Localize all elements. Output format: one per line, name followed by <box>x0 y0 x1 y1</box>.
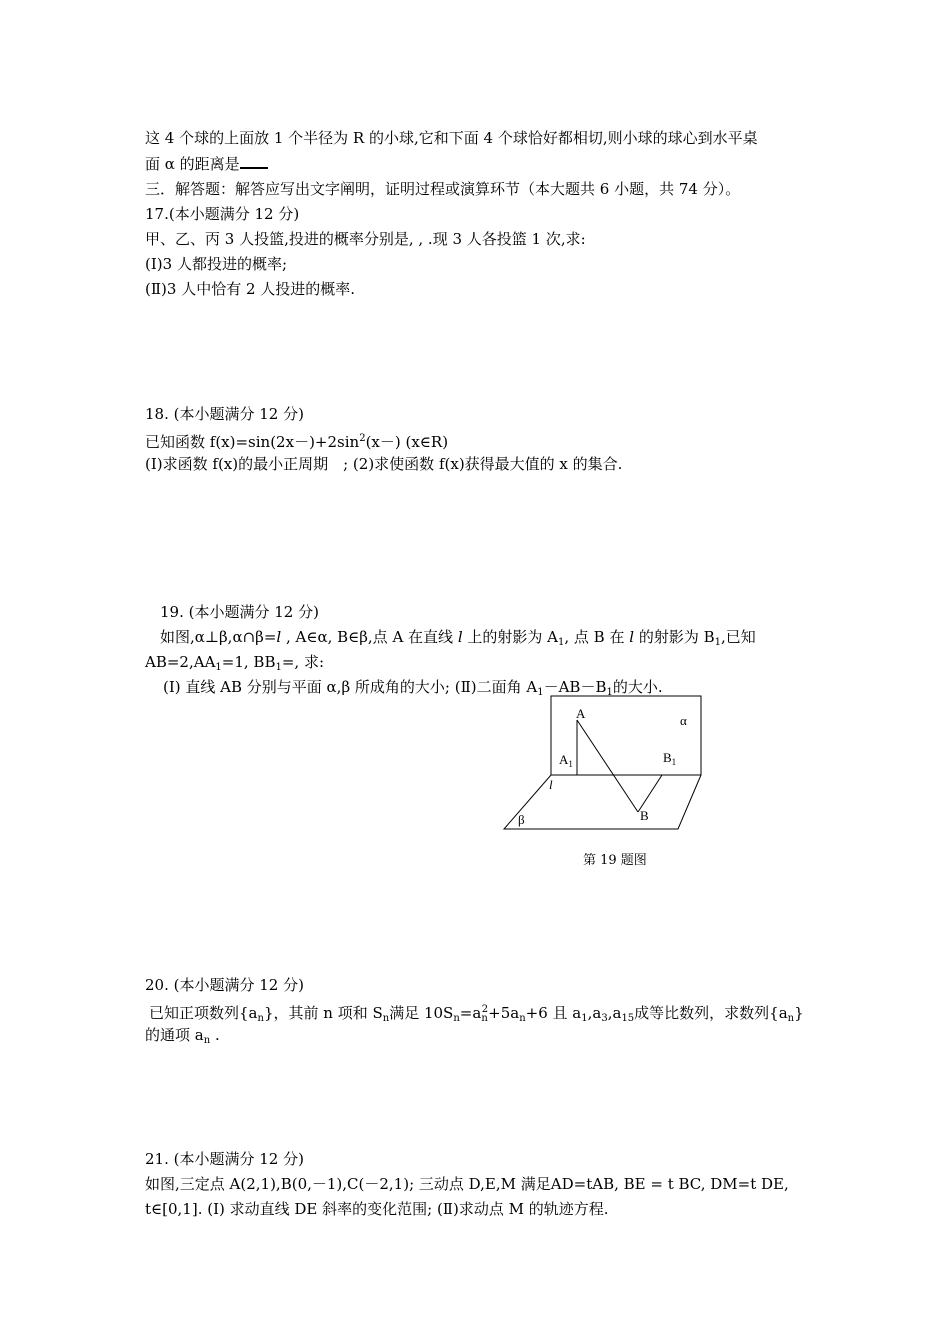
q19-l3-a: (Ⅰ) 直线 AB 分别与平面 α,β 所成角的大小; (Ⅱ)二面角 A <box>163 678 538 696</box>
q19-figure <box>500 692 710 842</box>
q19-line-2 <box>145 652 324 678</box>
answer-blank <box>240 153 268 169</box>
q19-l2-sub-b: 1 <box>275 662 282 673</box>
label-a1: $A_1$ <box>559 752 573 769</box>
q19-l3-b: －AB－B <box>543 678 607 696</box>
q19-l1-l3: l <box>629 628 635 646</box>
q20-l1-a: 已知正项数列{a <box>149 1004 258 1022</box>
q17-part-2: (Ⅱ)3 人中恰有 2 人投进的概率. <box>145 280 356 298</box>
q18-body-a: 已知函数 f(x)=sin(2x－)+2sin <box>145 433 360 451</box>
q17-part-1: (Ⅰ)3 人都投进的概率; <box>145 255 287 273</box>
q19-l1-d: , 点 B 在 <box>564 628 630 646</box>
q20-sub-6: 1 <box>581 1013 588 1024</box>
segment-a-b <box>577 720 638 812</box>
q20-sub-10: n <box>203 1035 211 1046</box>
q20-line-2 <box>145 1025 220 1051</box>
q20-sub-4: n <box>481 1013 488 1024</box>
q18-parts: (Ⅰ)求函数 f(x)的最小正周期 ; (2)求使函数 f(x)获得最大值的 x 的集合. <box>145 455 623 473</box>
q19-figure-caption: 第 19 题图 <box>583 853 647 868</box>
label-beta: β <box>518 812 525 827</box>
q17-body: 甲、乙、丙 3 人投篮,投进的概率分别是, , .现 3 人各投篮 1 次,求: <box>145 230 586 248</box>
q18-body <box>145 429 448 452</box>
q21-heading: 21. (本小题满分 12 分) <box>145 1150 304 1168</box>
plane-alpha <box>551 696 701 775</box>
q20-sub-2: n <box>382 1013 390 1024</box>
label-b1: $B_1$ <box>663 750 677 767</box>
q20-line-1 <box>149 1000 804 1029</box>
q20-heading: 20. (本小题满分 12 分) <box>145 976 304 994</box>
q20-sub-3: n <box>453 1013 460 1024</box>
q21-line-1: 如图,三定点 A(2,1),B(0,－1),C(－2,1); 三动点 D,E,M 满足AD=tAB, BE = t BC, DM=t DE, <box>145 1175 789 1193</box>
q18-heading: 18. (本小题满分 12 分) <box>145 405 304 423</box>
segment-b-b1 <box>638 775 662 812</box>
q19-l1-sub-a: 1 <box>558 637 565 648</box>
q20-l1-f: +6 且 a <box>525 1004 582 1022</box>
q20-l1-h: 成等比数列，求数列{a <box>634 1004 788 1022</box>
q20-l2-a: 的通项 a <box>145 1026 204 1044</box>
q19-l3-sub-b: 1 <box>606 687 613 698</box>
q19-l1-l: l <box>276 628 282 646</box>
q20-sub-1: n <box>257 1013 264 1024</box>
plane-beta <box>504 775 701 829</box>
label-alpha: α <box>680 713 687 728</box>
section-3-heading: 三．解答题：解答应写出文字阐明，证明过程或演算环节（本大题共 6 小题，共 74 分）。 <box>145 180 741 198</box>
q20-l2-b: . <box>210 1026 220 1044</box>
q20-l1-i: } <box>794 1004 804 1022</box>
q19-l1-e: 的射影为 B <box>634 628 715 646</box>
intro-line-2 <box>145 153 268 174</box>
q20-sub-5: n <box>519 1013 526 1024</box>
q17-heading: 17.(本小题满分 12 分) <box>145 205 300 223</box>
label-l: l <box>549 777 553 792</box>
q19-l1-l2: l <box>457 628 463 646</box>
q20-l1-c: 满足 10S <box>389 1004 454 1022</box>
q20-l1-e: +5a <box>488 1004 520 1022</box>
q20-l1-d: =a <box>459 1004 482 1022</box>
label-b: B <box>640 808 649 823</box>
q19-l2-c: =, 求: <box>281 653 325 671</box>
q19-l1-sub-b: 1 <box>714 637 721 648</box>
q20-sup: 2 <box>481 1004 489 1015</box>
label-a: A <box>576 706 586 721</box>
q19-l2-b: =1, BB <box>221 653 276 671</box>
intro-line-1: 这 4 个球的上面放 1 个半径为 R 的小球,它和下面 4 个球恰好都相切,则小球的球心到水平桌 <box>145 129 758 147</box>
q19-l1-a: 如图,α⊥β,α∩β= <box>160 628 277 646</box>
q19-l1-b: , A∈α, B∈β,点 A 在直线 <box>281 628 458 646</box>
q19-l3-c: 的大小. <box>612 678 663 696</box>
q19-l2-sub-a: 1 <box>215 662 222 673</box>
q20-sub-9: n <box>787 1013 795 1024</box>
q20-sub-8: 15 <box>621 1013 635 1024</box>
intro-line-2-text: 面 α 的距离是 <box>145 155 240 173</box>
q20-l1-b: }，其前 n 项和 S <box>263 1004 383 1022</box>
q19-l2-a: AB=2,AA <box>145 653 216 671</box>
q18-sup: 2 <box>359 433 366 444</box>
q20-l1-g: ,a <box>587 1004 602 1022</box>
q19-heading: 19. (本小题满分 12 分) <box>160 603 319 621</box>
q19-l3-sub-a: 1 <box>537 687 544 698</box>
q19-l1-c: 上的射影为 A <box>462 628 558 646</box>
q20-l1-g2: ,a <box>607 1004 622 1022</box>
q19-l1-f: ,已知 <box>721 628 756 646</box>
q20-sub-7: 3 <box>601 1013 608 1024</box>
q19-line-1 <box>160 627 756 653</box>
q21-line-2: t∈[0,1]. (Ⅰ) 求动直线 DE 斜率的变化范围; (Ⅱ)求动点 M 的轨迹方程. <box>145 1200 609 1218</box>
q18-body-b: (x－) (x∈R) <box>365 433 449 451</box>
